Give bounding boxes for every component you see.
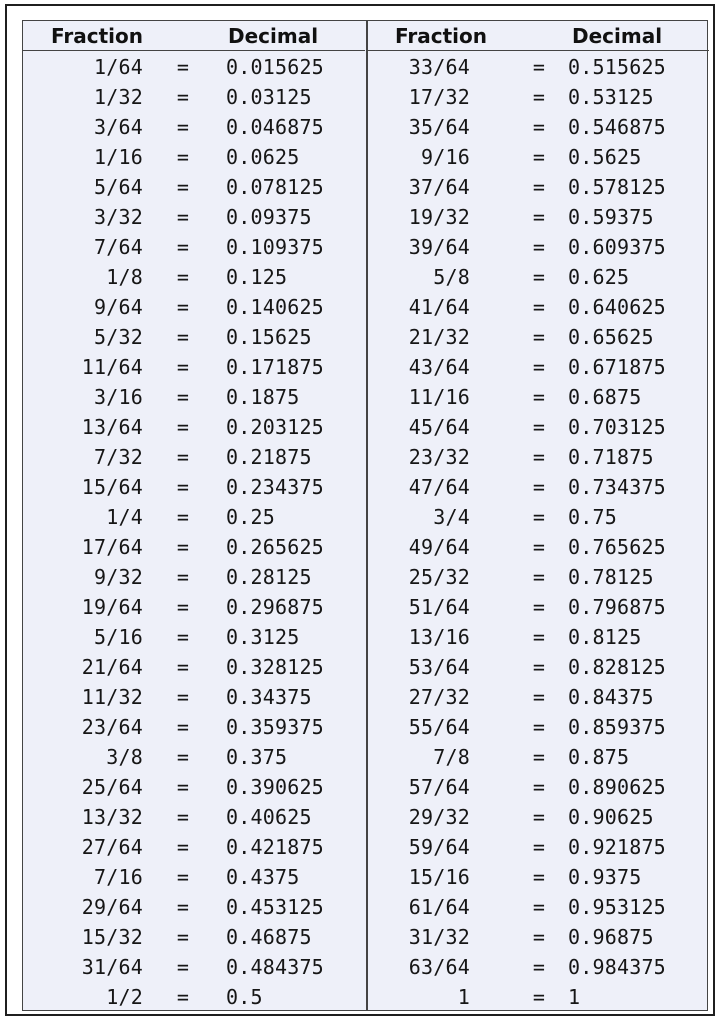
table-row <box>23 622 365 652</box>
fraction-value: 37/64 <box>408 175 470 199</box>
fraction-value: 3/8 <box>106 745 143 769</box>
fraction-value: 53/64 <box>408 655 470 679</box>
table-row <box>367 52 709 82</box>
decimal-value: 0.1875 <box>226 385 300 409</box>
equals-sign: = <box>176 775 190 799</box>
table-row <box>367 262 709 292</box>
equals-sign: = <box>176 865 190 889</box>
decimal-value: 0.921875 <box>568 835 666 859</box>
equals-sign: = <box>176 145 190 169</box>
fraction-value: 25/32 <box>408 565 470 589</box>
equals-sign: = <box>176 505 190 529</box>
fraction-value: 3/4 <box>433 505 470 529</box>
fraction-value: 5/8 <box>433 265 470 289</box>
equals-sign: = <box>532 865 546 889</box>
equals-sign: = <box>176 895 190 919</box>
table-row <box>23 742 365 772</box>
decimal-value: 1 <box>568 985 581 1009</box>
decimal-value: 0.75 <box>568 505 617 529</box>
decimal-value: 0.53125 <box>568 85 654 109</box>
decimal-value: 0.890625 <box>568 775 666 799</box>
equals-sign: = <box>176 595 190 619</box>
fraction-value: 3/32 <box>94 205 143 229</box>
decimal-value: 0.09375 <box>226 205 312 229</box>
fraction-value: 21/64 <box>81 655 143 679</box>
table-row <box>23 172 365 202</box>
fraction-value: 5/16 <box>94 625 143 649</box>
table-row <box>23 142 365 172</box>
table-row <box>367 472 709 502</box>
equals-sign: = <box>176 235 190 259</box>
equals-sign: = <box>532 355 546 379</box>
table-column-left <box>23 21 365 1010</box>
fraction-value: 19/32 <box>408 205 470 229</box>
equals-sign: = <box>532 895 546 919</box>
equals-sign: = <box>176 85 190 109</box>
fraction-value: 33/64 <box>408 55 470 79</box>
fraction-value: 9/32 <box>94 565 143 589</box>
decimal-value: 0.515625 <box>568 55 666 79</box>
fraction-value: 39/64 <box>408 235 470 259</box>
header-fraction: Fraction <box>395 24 487 48</box>
fraction-value: 31/64 <box>81 955 143 979</box>
equals-sign: = <box>532 175 546 199</box>
equals-sign: = <box>532 325 546 349</box>
fraction-value: 51/64 <box>408 595 470 619</box>
table-row <box>367 382 709 412</box>
table-row <box>23 292 365 322</box>
table-row <box>23 52 365 82</box>
fraction-value: 13/64 <box>81 415 143 439</box>
equals-sign: = <box>532 955 546 979</box>
equals-sign: = <box>176 475 190 499</box>
fraction-value: 1/8 <box>106 265 143 289</box>
equals-sign: = <box>176 415 190 439</box>
table-row <box>23 862 365 892</box>
decimal-value: 0.9375 <box>568 865 642 889</box>
table-row <box>23 532 365 562</box>
equals-sign: = <box>532 145 546 169</box>
equals-sign: = <box>176 835 190 859</box>
decimal-value: 0.125 <box>226 265 288 289</box>
decimal-value: 0.734375 <box>568 475 666 499</box>
table-row <box>367 502 709 532</box>
fraction-value: 9/64 <box>94 295 143 319</box>
decimal-value: 0.109375 <box>226 235 324 259</box>
fraction-value: 15/16 <box>408 865 470 889</box>
table-row <box>23 712 365 742</box>
decimal-value: 0.953125 <box>568 895 666 919</box>
decimal-value: 0.328125 <box>226 655 324 679</box>
fraction-value: 1/64 <box>94 55 143 79</box>
table-row <box>367 742 709 772</box>
equals-sign: = <box>532 595 546 619</box>
fraction-value: 3/64 <box>94 115 143 139</box>
equals-sign: = <box>176 535 190 559</box>
decimal-value: 0.375 <box>226 745 288 769</box>
decimal-value: 0.84375 <box>568 685 654 709</box>
decimal-value: 0.5625 <box>568 145 642 169</box>
fraction-value: 17/32 <box>408 85 470 109</box>
fraction-value: 23/32 <box>408 445 470 469</box>
table-row <box>367 832 709 862</box>
fraction-value: 7/8 <box>433 745 470 769</box>
fraction-value: 21/32 <box>408 325 470 349</box>
table-row <box>367 82 709 112</box>
equals-sign: = <box>532 85 546 109</box>
decimal-value: 0.0625 <box>226 145 300 169</box>
equals-sign: = <box>176 55 190 79</box>
decimal-value: 0.421875 <box>226 835 324 859</box>
table-row <box>367 952 709 982</box>
table-row <box>367 202 709 232</box>
equals-sign: = <box>176 925 190 949</box>
table-row <box>23 982 365 1012</box>
decimal-value: 0.171875 <box>226 355 324 379</box>
equals-sign: = <box>532 385 546 409</box>
fraction-value: 41/64 <box>408 295 470 319</box>
fraction-value: 7/64 <box>94 235 143 259</box>
fraction-value: 1/16 <box>94 145 143 169</box>
table-row <box>23 682 365 712</box>
equals-sign: = <box>176 715 190 739</box>
equals-sign: = <box>532 115 546 139</box>
table-row <box>367 892 709 922</box>
decimal-value: 0.703125 <box>568 415 666 439</box>
decimal-value: 0.828125 <box>568 655 666 679</box>
decimal-value: 0.40625 <box>226 805 312 829</box>
equals-sign: = <box>532 625 546 649</box>
equals-sign: = <box>532 415 546 439</box>
equals-sign: = <box>176 565 190 589</box>
fraction-value: 17/64 <box>81 535 143 559</box>
equals-sign: = <box>532 985 546 1009</box>
fraction-value: 15/64 <box>81 475 143 499</box>
table-row <box>367 862 709 892</box>
fraction-value: 27/64 <box>81 835 143 859</box>
table-row <box>23 352 365 382</box>
decimal-value: 0.640625 <box>568 295 666 319</box>
fraction-value: 23/64 <box>81 715 143 739</box>
table-row <box>367 532 709 562</box>
table-header-right <box>367 21 709 51</box>
table-row <box>367 562 709 592</box>
table-row <box>23 442 365 472</box>
decimal-value: 0.609375 <box>568 235 666 259</box>
table-header-left <box>23 21 365 51</box>
equals-sign: = <box>532 475 546 499</box>
equals-sign: = <box>176 205 190 229</box>
decimal-value: 0.578125 <box>568 175 666 199</box>
equals-sign: = <box>176 355 190 379</box>
rows-right <box>367 52 709 1012</box>
table-row <box>23 592 365 622</box>
decimal-value: 0.59375 <box>568 205 654 229</box>
table-row <box>23 382 365 412</box>
table-row <box>23 202 365 232</box>
decimal-value: 0.65625 <box>568 325 654 349</box>
decimal-value: 0.8125 <box>568 625 642 649</box>
table-row <box>23 82 365 112</box>
fraction-value: 3/16 <box>94 385 143 409</box>
table-column-right <box>367 21 709 1010</box>
equals-sign: = <box>176 325 190 349</box>
decimal-value: 0.15625 <box>226 325 312 349</box>
fraction-value: 25/64 <box>81 775 143 799</box>
decimal-value: 0.71875 <box>568 445 654 469</box>
fraction-value: 11/16 <box>408 385 470 409</box>
table-row <box>367 232 709 262</box>
table-row <box>23 772 365 802</box>
table-row <box>23 922 365 952</box>
table-row <box>367 982 709 1012</box>
table-row <box>23 502 365 532</box>
fraction-value: 11/64 <box>81 355 143 379</box>
decimal-value: 0.546875 <box>568 115 666 139</box>
fraction-value: 1 <box>457 985 470 1009</box>
table-row <box>23 322 365 352</box>
table-row <box>367 712 709 742</box>
fraction-value: 5/32 <box>94 325 143 349</box>
table-row <box>367 412 709 442</box>
table-row <box>23 802 365 832</box>
fraction-value: 1/4 <box>106 505 143 529</box>
equals-sign: = <box>532 835 546 859</box>
decimal-value: 0.03125 <box>226 85 312 109</box>
fraction-value: 49/64 <box>408 535 470 559</box>
fraction-value: 31/32 <box>408 925 470 949</box>
decimal-value: 0.265625 <box>226 535 324 559</box>
decimal-value: 0.4375 <box>226 865 300 889</box>
decimal-value: 0.796875 <box>568 595 666 619</box>
equals-sign: = <box>532 295 546 319</box>
equals-sign: = <box>532 775 546 799</box>
equals-sign: = <box>176 655 190 679</box>
table-row <box>23 412 365 442</box>
table-row <box>367 682 709 712</box>
equals-sign: = <box>176 625 190 649</box>
decimal-value: 0.984375 <box>568 955 666 979</box>
fraction-value: 9/16 <box>421 145 470 169</box>
equals-sign: = <box>532 745 546 769</box>
header-decimal: Decimal <box>228 24 319 48</box>
table-row <box>367 802 709 832</box>
header-fraction: Fraction <box>51 24 143 48</box>
decimal-value: 0.046875 <box>226 115 324 139</box>
decimal-value: 0.234375 <box>226 475 324 499</box>
equals-sign: = <box>532 685 546 709</box>
table-row <box>367 112 709 142</box>
equals-sign: = <box>532 445 546 469</box>
decimal-value: 0.671875 <box>568 355 666 379</box>
table-row <box>367 142 709 172</box>
equals-sign: = <box>532 805 546 829</box>
table-row <box>23 652 365 682</box>
fraction-value: 11/32 <box>81 685 143 709</box>
equals-sign: = <box>532 925 546 949</box>
fraction-value: 57/64 <box>408 775 470 799</box>
decimal-value: 0.859375 <box>568 715 666 739</box>
decimal-value: 0.875 <box>568 745 630 769</box>
table-row <box>367 622 709 652</box>
equals-sign: = <box>176 265 190 289</box>
table-row <box>367 352 709 382</box>
decimal-value: 0.015625 <box>226 55 324 79</box>
equals-sign: = <box>532 655 546 679</box>
equals-sign: = <box>532 565 546 589</box>
fraction-value: 29/32 <box>408 805 470 829</box>
equals-sign: = <box>176 745 190 769</box>
equals-sign: = <box>176 115 190 139</box>
fraction-value: 1/2 <box>106 985 143 1009</box>
table-row <box>23 832 365 862</box>
equals-sign: = <box>176 385 190 409</box>
fraction-value: 59/64 <box>408 835 470 859</box>
fraction-value: 43/64 <box>408 355 470 379</box>
decimal-value: 0.203125 <box>226 415 324 439</box>
equals-sign: = <box>176 805 190 829</box>
fraction-value: 45/64 <box>408 415 470 439</box>
table-row <box>23 232 365 262</box>
fraction-value: 13/16 <box>408 625 470 649</box>
decimal-value: 0.484375 <box>226 955 324 979</box>
table-row <box>367 292 709 322</box>
table-row <box>367 172 709 202</box>
fraction-value: 1/32 <box>94 85 143 109</box>
table-row <box>367 772 709 802</box>
table-row <box>23 112 365 142</box>
equals-sign: = <box>532 265 546 289</box>
equals-sign: = <box>176 445 190 469</box>
fraction-value: 7/16 <box>94 865 143 889</box>
equals-sign: = <box>532 235 546 259</box>
decimal-value: 0.5 <box>226 985 263 1009</box>
decimal-value: 0.453125 <box>226 895 324 919</box>
decimal-value: 0.28125 <box>226 565 312 589</box>
equals-sign: = <box>532 55 546 79</box>
fraction-value: 63/64 <box>408 955 470 979</box>
fraction-value: 29/64 <box>81 895 143 919</box>
table-row <box>367 442 709 472</box>
decimal-value: 0.34375 <box>226 685 312 709</box>
decimal-value: 0.765625 <box>568 535 666 559</box>
equals-sign: = <box>176 685 190 709</box>
table-row <box>367 322 709 352</box>
table-row <box>23 892 365 922</box>
decimal-value: 0.140625 <box>226 295 324 319</box>
rows-left <box>23 52 365 1012</box>
table-row <box>367 652 709 682</box>
equals-sign: = <box>176 295 190 319</box>
decimal-value: 0.625 <box>568 265 630 289</box>
fraction-value: 61/64 <box>408 895 470 919</box>
decimal-value: 0.90625 <box>568 805 654 829</box>
equals-sign: = <box>532 505 546 529</box>
decimal-value: 0.3125 <box>226 625 300 649</box>
equals-sign: = <box>176 175 190 199</box>
fraction-value: 35/64 <box>408 115 470 139</box>
decimal-value: 0.78125 <box>568 565 654 589</box>
decimal-value: 0.21875 <box>226 445 312 469</box>
decimal-value: 0.359375 <box>226 715 324 739</box>
equals-sign: = <box>532 205 546 229</box>
decimal-value: 0.25 <box>226 505 275 529</box>
decimal-value: 0.46875 <box>226 925 312 949</box>
fraction-value: 7/32 <box>94 445 143 469</box>
decimal-value: 0.390625 <box>226 775 324 799</box>
table-row <box>23 472 365 502</box>
fraction-value: 5/64 <box>94 175 143 199</box>
fraction-value: 55/64 <box>408 715 470 739</box>
fraction-value: 13/32 <box>81 805 143 829</box>
table-row <box>23 952 365 982</box>
fraction-value: 27/32 <box>408 685 470 709</box>
table-row <box>23 262 365 292</box>
header-decimal: Decimal <box>572 24 663 48</box>
fraction-value: 47/64 <box>408 475 470 499</box>
conversion-table <box>22 20 708 1011</box>
fraction-value: 19/64 <box>81 595 143 619</box>
equals-sign: = <box>176 985 190 1009</box>
equals-sign: = <box>532 535 546 559</box>
table-row <box>23 562 365 592</box>
fraction-value: 15/32 <box>81 925 143 949</box>
decimal-value: 0.96875 <box>568 925 654 949</box>
table-row <box>367 592 709 622</box>
decimal-value: 0.296875 <box>226 595 324 619</box>
decimal-value: 0.6875 <box>568 385 642 409</box>
equals-sign: = <box>176 955 190 979</box>
table-row <box>367 922 709 952</box>
decimal-value: 0.078125 <box>226 175 324 199</box>
equals-sign: = <box>532 715 546 739</box>
